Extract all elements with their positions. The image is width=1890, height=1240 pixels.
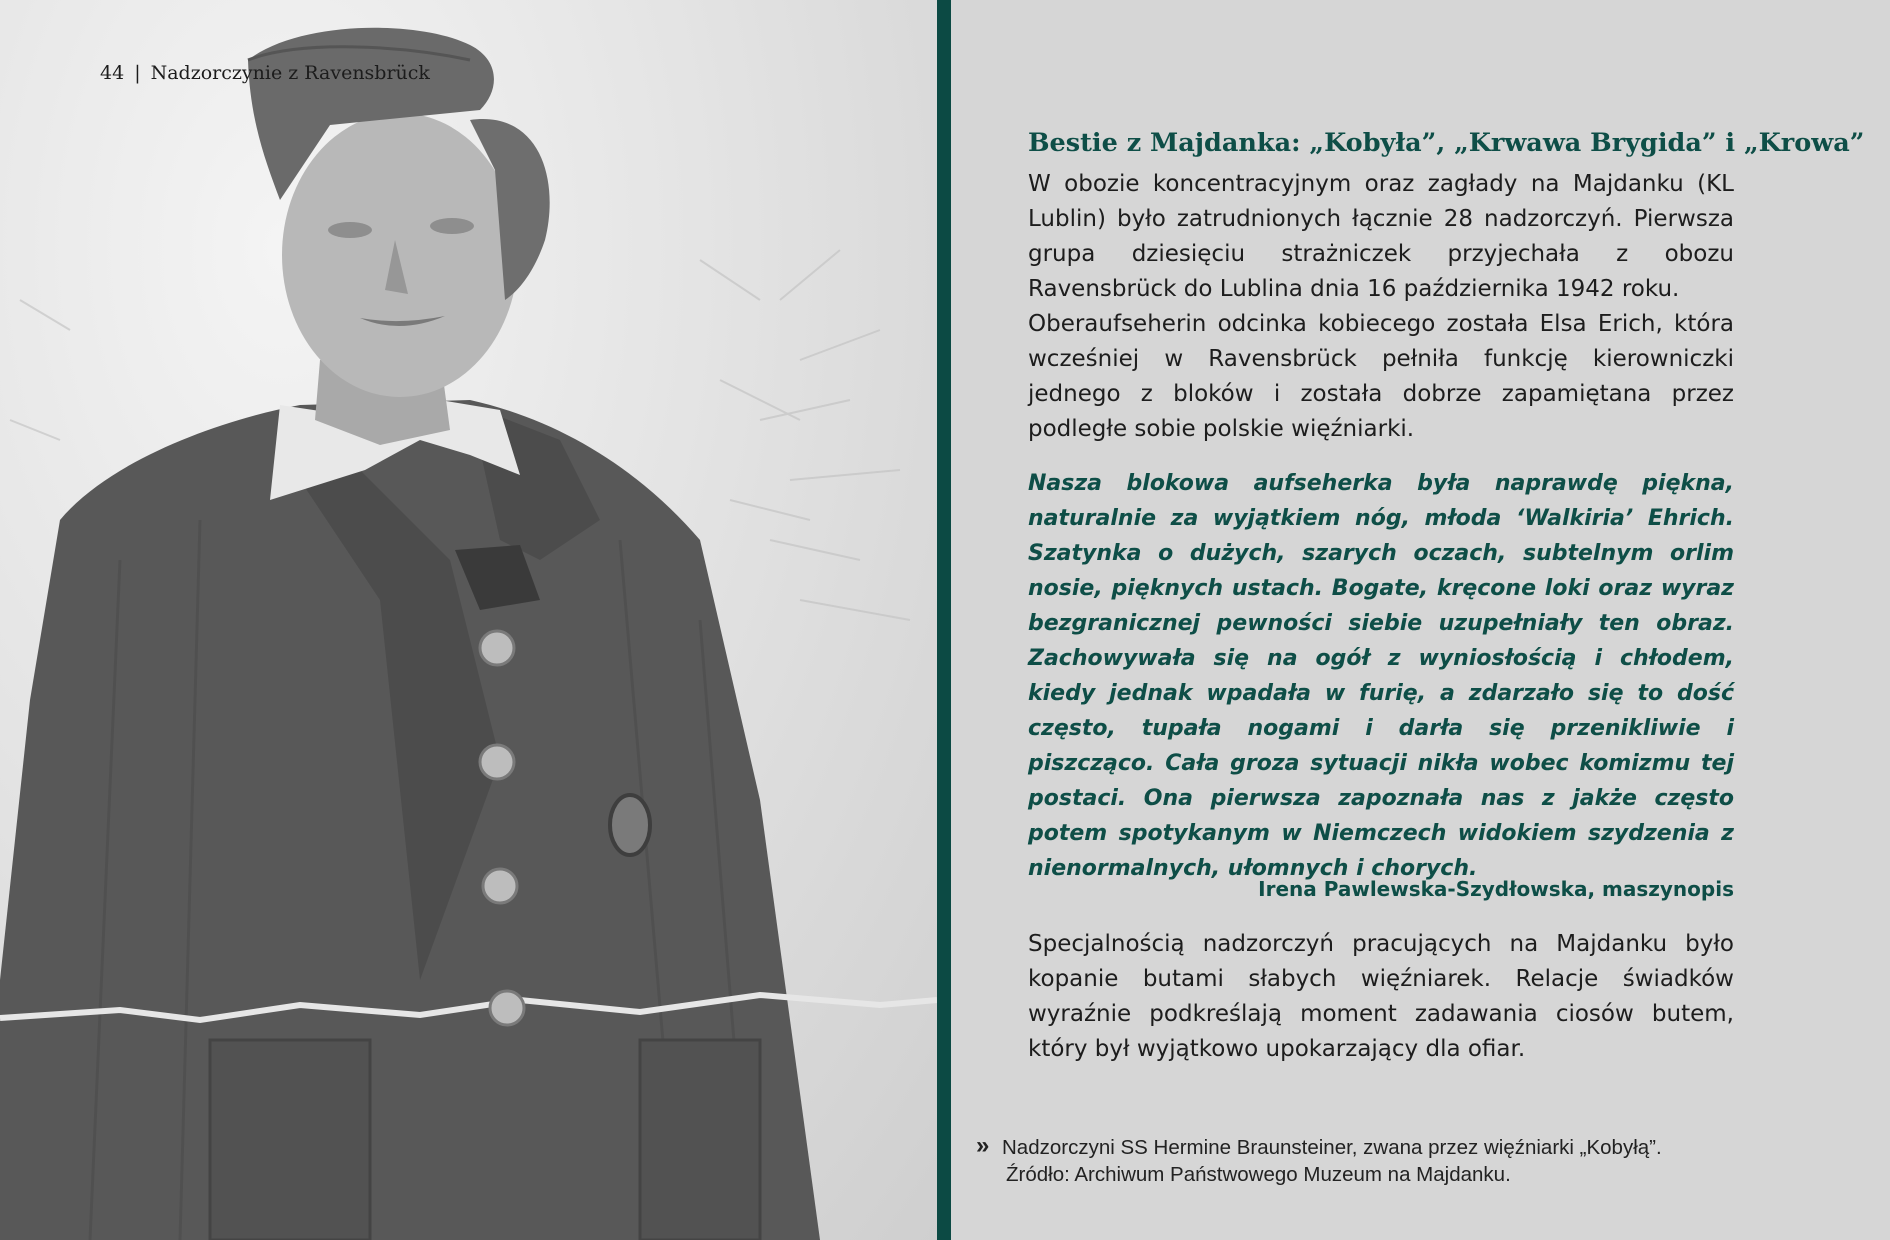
- portrait-illustration: [0, 0, 937, 1240]
- portrait-photo: [0, 0, 937, 1240]
- running-head: [100, 62, 430, 84]
- caption-line-2: Źródło: Archiwum Państwowego Muzeum na Majdanku.: [1006, 1163, 1511, 1186]
- coat-pocket: [210, 1040, 370, 1240]
- book-title: Nadzorczynie z Ravensbrück: [150, 62, 430, 84]
- running-head-separator: |: [134, 62, 141, 84]
- coat-pocket-right: [640, 1040, 760, 1240]
- article-title: Bestie z Majdanka: „Kobyła”, „Krwawa Brygida” i „Krowa”: [1028, 128, 1865, 158]
- caption-marker: »: [976, 1132, 990, 1159]
- face: [282, 113, 518, 397]
- block-quote: Nasza blokowa aufseherka była naprawdę piękna, naturalnie za wyjątkiem nóg, młoda ‘Walkiria’ Ehrich. Szatynka o dużych, szarych oczach, subtelnym orlim nosie, pięknych ustach. Bogate, kręcone loki oraz wyraz bezgranicznej pewności siebie uzupełniały ten obraz. Zachowywała się na ogół z wyniosłością i chłodem, kiedy jednak wpadała w furię, a zdarzało się to dość często, tupała nogami i darła się przenikliwie i piszcząco. Cała groza sytuacji nikła wobec komizmu tej postaci. Ona pierwsza zapoznała nas z jakże często potem spotykanym w Niemczech widokiem szydzenia z nienormalnych, ułomnych i chorych.: [1028, 471, 1734, 881]
- column-divider: [937, 0, 951, 1240]
- page-number: 44: [100, 62, 125, 84]
- paragraph-1: W obozie koncentracyjnym oraz zagłady na Majdanku (KL Lublin) było zatrudnionych łącznie 28 nadzorczyń. Pierwsza grupa dziesięciu strażniczek przyjechała z obozu Ravensbrück do Lublina dnia 16 października 1942 roku.: [1028, 171, 1734, 302]
- caption-line-1: Nadzorczyni SS Hermine Braunsteiner, zwana przez więźniarki „Kobyłą”.: [1002, 1136, 1662, 1159]
- quote-attribution: Irena Pawlewska-Szydłowska, maszynopis: [1258, 877, 1734, 901]
- paragraph-3: Specjalnością nadzorczyń pracujących na Majdanku było kopanie butami słabych więźniarek. Relacje świadków wyraźnie podkreślają moment zadawania ciosów butem, który był wyjątkowo upokarzający dla ofiar.: [1028, 931, 1734, 1062]
- coat-badge: [610, 795, 650, 855]
- paragraph-2: Oberaufseherin odcinka kobiecego została Elsa Erich, która wcześniej w Ravensbrück pełniła funkcję kierowniczki jednego z bloków i została dobrze zapamiętana przez podległe sobie polskie więźniarki.: [1028, 311, 1734, 442]
- photo-caption: [976, 1134, 1836, 1188]
